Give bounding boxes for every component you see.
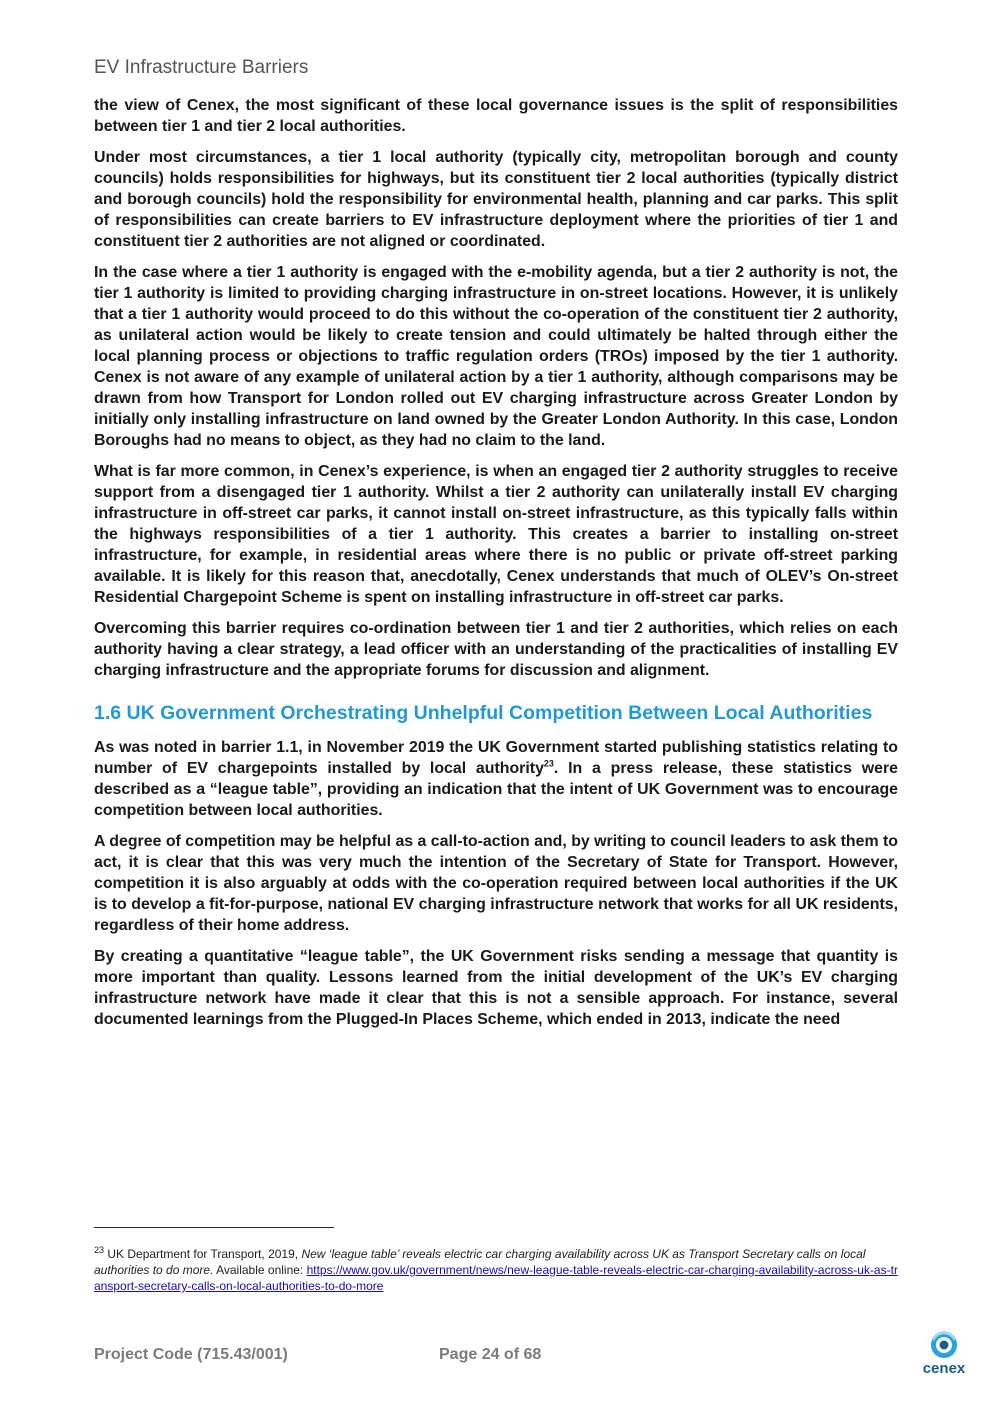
footnote-reference[interactable]: 23 xyxy=(543,758,554,769)
footnote xyxy=(94,1246,898,1294)
paragraph-7: A degree of competition may be helpful as a call-to-action and, by writing to council leaders to ask them to act, it is clear that this was very much the intention of the Secretary of State for Transport. However, competition it is also arguably at odds with the co-operation required between local authorities if the UK is to develop a fit-for-purpose, national EV charging infrastructure network that works for all UK residents, regardless of their home address. xyxy=(94,833,898,934)
paragraph-6 xyxy=(94,737,898,821)
paragraph-8: By creating a quantitative “league table”, the UK Government risks sending a message that quantity is more important than quality. Lessons learned from the initial development of the UK’s EV charging infrastructure network have made it clear that this is not a sensible approach. For instance, several documented learnings from the Plugged-In Places Scheme, which ended in 2013, indicate the need xyxy=(94,948,898,1028)
paragraph-4: What is far more common, in Cenex’s experience, is when an engaged tier 2 authority struggles to receive support from a disengaged tier 1 authority. Whilst a tier 2 authority can unilaterally install EV charging infrastructure in off-street car parks, it cannot install on-street infrastructure, as this typically falls within the highways responsibilities of a tier 1 authority. This creates a barrier to installing on-street infrastructure, for example, in residential areas where there is no public or private off-street parking available. It is likely for this reason that, anecdotally, Cenex understands that much of OLEV’s On-street Residential Chargepoint Scheme is spent on installing infrastructure in off-street car parks. xyxy=(94,463,898,606)
footnote-source: UK Department for Transport, 2019, xyxy=(104,1247,302,1261)
footnote-separator xyxy=(94,1227,334,1228)
body-text xyxy=(94,95,898,1040)
footer-page-number: Page 24 of 68 xyxy=(439,1346,542,1363)
paragraph-5: Overcoming this barrier requires co-ordination between tier 1 and tier 2 authorities, which relies on each authority having a clear strategy, a lead officer with an understanding of the practicalities of installing EV charging infrastructure and the appropriate forums for discussion and alignment. xyxy=(94,620,898,679)
footnote-link[interactable]: https://www.gov.uk/government/news/new-league-table-reveals-electric-car-charging-availability-across-uk-as-transport-secretary-calls-on-local-authorities-to-do-more xyxy=(94,1263,898,1293)
paragraph-1: the view of Cenex, the most significant of these local governance issues is the split of responsibilities between tier 1 and tier 2 local authorities. xyxy=(94,97,898,135)
footnote-available: Available online: xyxy=(213,1263,307,1277)
footer-project-code: Project Code (715.43/001) xyxy=(94,1346,288,1363)
paragraph-6-text-a: As was noted in barrier 1.1, in November 2019 the UK Government started publishing statistics relating to number of EV chargepoints installed by local authority xyxy=(94,739,898,777)
cenex-logo-text: cenex xyxy=(922,1360,966,1377)
section-heading: 1.6 UK Government Orchestrating Unhelpful Competition Between Local Authorities xyxy=(94,702,873,724)
footnote-title: New ‘league table’ reveals electric car charging availability across UK as Transport Secretary calls on local authorities to do more. xyxy=(94,1247,866,1277)
cenex-logo-icon xyxy=(929,1330,959,1360)
paragraph-2: Under most circumstances, a tier 1 local authority (typically city, metropolitan borough and county councils) holds responsibilities for highways, but its constituent tier 2 local authorities (typically district and borough councils) hold the responsibility for environmental health, planning and car parks. This split of responsibilities can create barriers to EV infrastructure deployment where the priorities of tier 1 and constituent tier 2 authorities are not aligned or coordinated. xyxy=(94,149,898,250)
paragraph-6-text-b: . In a press release, these statistics were described as a “league table”, providing an indication that the intent of UK Government was to encourage competition between local authorities. xyxy=(94,760,898,819)
running-header-title: EV Infrastructure Barriers xyxy=(94,57,309,78)
footnote-number: 23 xyxy=(94,1245,105,1255)
cenex-logo xyxy=(916,1330,972,1382)
paragraph-3: In the case where a tier 1 authority is engaged with the e-mobility agenda, but a tier 2 authority is not, the tier 1 authority is limited to providing charging infrastructure in on-street locations. However, it is unlikely that a tier 1 authority would proceed to do this without the co-operation of the constituent tier 2 authority, as unilateral action would be likely to create tension and could ultimately be halted through either the local planning process or objections to traffic regulation orders (TROs) imposed by the tier 1 authority. Cenex is not aware of any example of unilateral action by a tier 1 authority, although comparisons may be drawn from how Transport for London rolled out EV charging infrastructure across Greater London by initially only installing infrastructure on land owned by the Greater London Authority. In this case, London Boroughs had no means to object, as they had no claim to the land. xyxy=(94,264,898,449)
